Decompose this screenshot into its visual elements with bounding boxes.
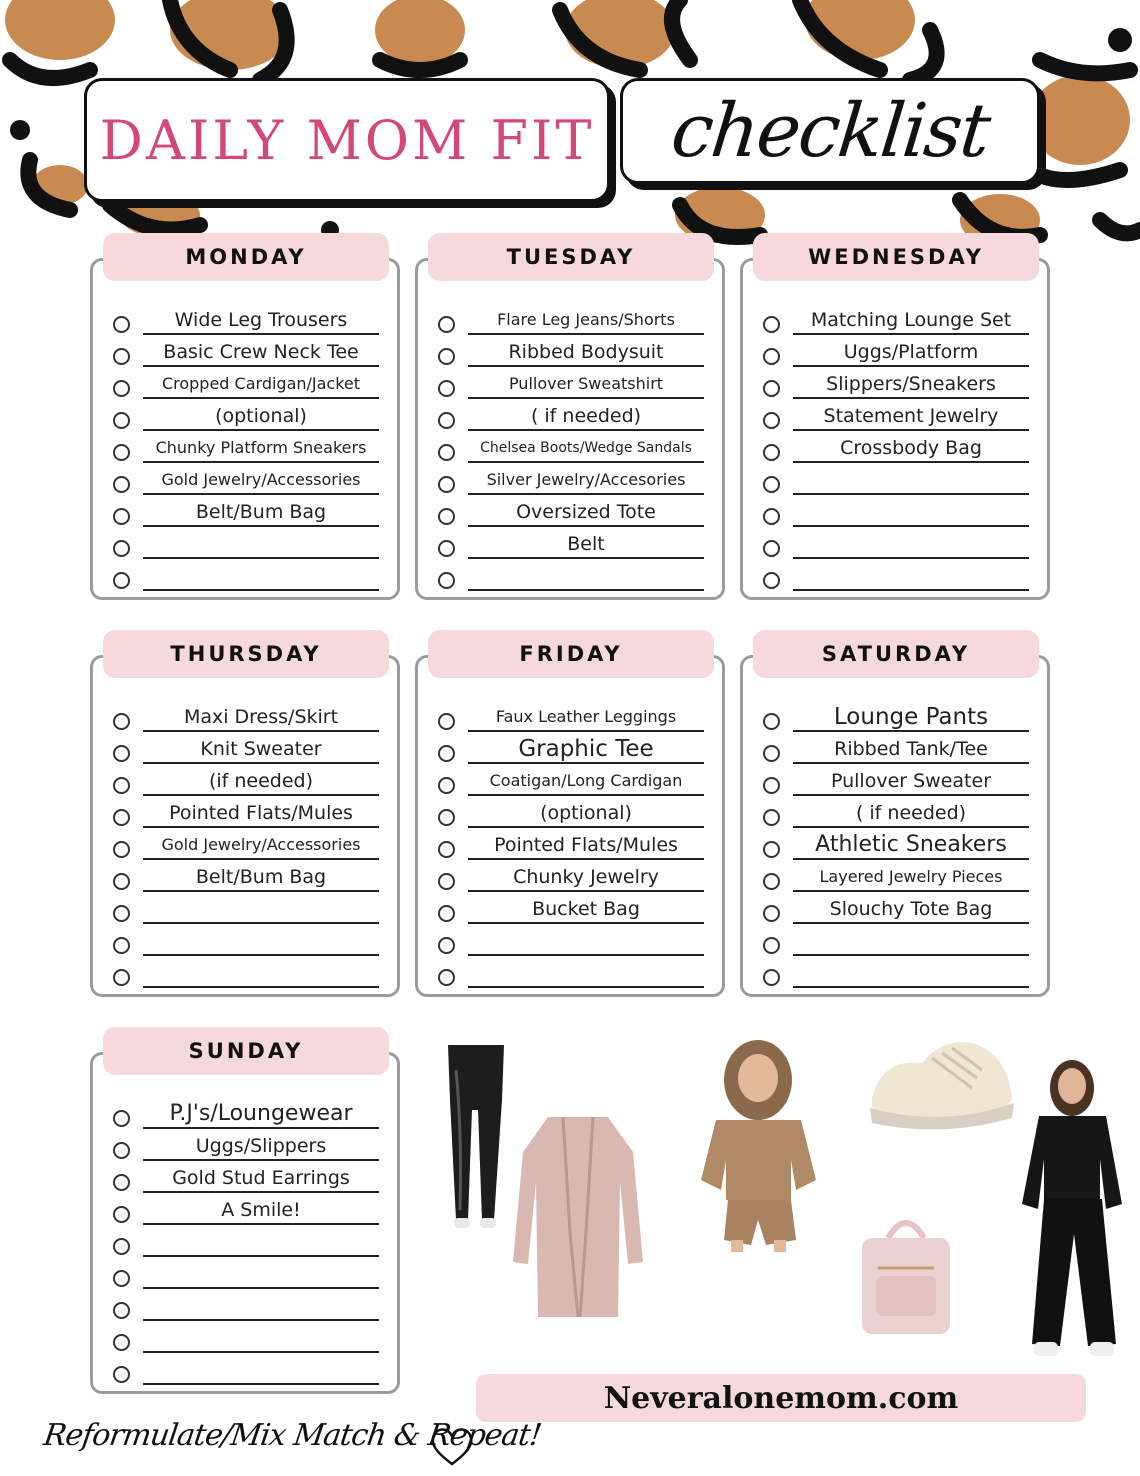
checklist-item[interactable] bbox=[113, 732, 379, 764]
checklist-item[interactable] bbox=[763, 303, 1029, 335]
checklist-item[interactable] bbox=[438, 303, 704, 335]
checklist-item[interactable] bbox=[113, 956, 379, 988]
heart-icon bbox=[428, 1422, 476, 1470]
item-text: Belt/Bum Bag bbox=[143, 497, 379, 527]
checklist-item[interactable] bbox=[113, 1321, 379, 1353]
item-text: Ribbed Bodysuit bbox=[468, 337, 704, 367]
checklist bbox=[113, 700, 379, 988]
checklist-item[interactable] bbox=[113, 1257, 379, 1289]
item-text bbox=[793, 561, 1029, 591]
checklist-item[interactable] bbox=[113, 495, 379, 527]
item-text bbox=[143, 1323, 379, 1353]
leggings-image bbox=[436, 1040, 516, 1230]
checkbox-circle[interactable] bbox=[113, 572, 130, 589]
checklist-item[interactable] bbox=[438, 796, 704, 828]
day-label: FRIDAY bbox=[428, 630, 714, 678]
item-text bbox=[143, 958, 379, 988]
item-text: Athletic Sneakers bbox=[793, 830, 1029, 860]
day-card-saturday bbox=[740, 642, 1050, 997]
tagline: Reformulate/Mix Match & Repeat! bbox=[41, 1418, 544, 1453]
checklist-item[interactable] bbox=[113, 924, 379, 956]
item-text: Pointed Flats/Mules bbox=[143, 798, 379, 828]
item-text: Belt/Bum Bag bbox=[143, 862, 379, 892]
checklist-item[interactable] bbox=[438, 700, 704, 732]
day-label: TUESDAY bbox=[428, 233, 714, 281]
checkbox-circle[interactable] bbox=[438, 412, 455, 429]
checklist-item[interactable] bbox=[438, 495, 704, 527]
checklist-item[interactable] bbox=[438, 828, 704, 860]
checkbox-circle[interactable] bbox=[113, 1238, 130, 1255]
checklist-item[interactable] bbox=[763, 860, 1029, 892]
item-text: Chunky Jewelry bbox=[468, 862, 704, 892]
item-text: ( if needed) bbox=[793, 798, 1029, 828]
checkbox-circle[interactable] bbox=[113, 1366, 130, 1383]
item-text: Gold Jewelry/Accessories bbox=[143, 830, 379, 860]
checkbox-circle[interactable] bbox=[763, 809, 780, 826]
checkbox-circle[interactable] bbox=[763, 937, 780, 954]
item-text: (optional) bbox=[468, 798, 704, 828]
checkbox-circle[interactable] bbox=[763, 745, 780, 762]
checkbox-circle[interactable] bbox=[438, 316, 455, 333]
checkbox-circle[interactable] bbox=[113, 348, 130, 365]
title-box bbox=[84, 78, 610, 202]
checklist bbox=[113, 303, 379, 591]
checkbox-circle[interactable] bbox=[438, 713, 455, 730]
checklist-item[interactable] bbox=[113, 559, 379, 591]
checklist-item[interactable] bbox=[438, 732, 704, 764]
checklist-item[interactable] bbox=[438, 367, 704, 399]
checkbox-circle[interactable] bbox=[113, 444, 130, 461]
checkbox-circle[interactable] bbox=[438, 508, 455, 525]
checklist-item[interactable] bbox=[763, 335, 1029, 367]
checklist bbox=[763, 303, 1029, 591]
item-text: Pointed Flats/Mules bbox=[468, 830, 704, 860]
checkbox-circle[interactable] bbox=[438, 745, 455, 762]
checklist-item[interactable] bbox=[113, 764, 379, 796]
checklist-item[interactable] bbox=[113, 700, 379, 732]
checkbox-circle[interactable] bbox=[113, 1206, 130, 1223]
checkbox-circle[interactable] bbox=[438, 937, 455, 954]
item-text: Chelsea Boots/Wedge Sandals bbox=[468, 433, 704, 463]
checkbox-circle[interactable] bbox=[763, 412, 780, 429]
item-text: Slouchy Tote Bag bbox=[793, 894, 1029, 924]
item-text: (optional) bbox=[143, 401, 379, 431]
checklist-item[interactable] bbox=[113, 1161, 379, 1193]
item-text: Cropped Cardigan/Jacket bbox=[143, 369, 379, 399]
item-text bbox=[468, 926, 704, 956]
item-text bbox=[143, 926, 379, 956]
checklist-item[interactable] bbox=[763, 892, 1029, 924]
item-text: Gold Stud Earrings bbox=[143, 1163, 379, 1193]
item-text bbox=[793, 958, 1029, 988]
checkbox-circle[interactable] bbox=[113, 508, 130, 525]
day-card-wednesday bbox=[740, 245, 1050, 600]
checklist-item[interactable] bbox=[438, 956, 704, 988]
item-text bbox=[143, 1355, 379, 1385]
checklist-item[interactable] bbox=[763, 764, 1029, 796]
checkbox-circle[interactable] bbox=[763, 841, 780, 858]
item-text bbox=[143, 894, 379, 924]
checkbox-circle[interactable] bbox=[763, 873, 780, 890]
checkbox-circle[interactable] bbox=[113, 1174, 130, 1191]
checkbox-circle[interactable] bbox=[438, 444, 455, 461]
checkbox-circle[interactable] bbox=[113, 713, 130, 730]
checklist-item[interactable] bbox=[113, 1225, 379, 1257]
black-lounge-set-model-image bbox=[1014, 1054, 1132, 1366]
day-label: MONDAY bbox=[103, 233, 389, 281]
checkbox-circle[interactable] bbox=[113, 540, 130, 557]
checklist-item[interactable] bbox=[113, 463, 379, 495]
checklist-item[interactable] bbox=[438, 764, 704, 796]
website-banner[interactable] bbox=[476, 1374, 1086, 1422]
checkbox-circle[interactable] bbox=[763, 969, 780, 986]
checkbox-circle[interactable] bbox=[438, 809, 455, 826]
checklist-item[interactable] bbox=[113, 1289, 379, 1321]
checklist-item[interactable] bbox=[113, 828, 379, 860]
checklist-item[interactable] bbox=[763, 828, 1029, 860]
checklist-item[interactable] bbox=[763, 399, 1029, 431]
checklist-item[interactable] bbox=[763, 796, 1029, 828]
item-text: Layered Jewelry Pieces bbox=[793, 862, 1029, 892]
item-text bbox=[143, 561, 379, 591]
item-text: A Smile! bbox=[143, 1195, 379, 1225]
checkbox-circle[interactable] bbox=[438, 841, 455, 858]
checkbox-circle[interactable] bbox=[763, 713, 780, 730]
item-text bbox=[793, 497, 1029, 527]
checklist-item[interactable] bbox=[763, 527, 1029, 559]
item-text: Uggs/Slippers bbox=[143, 1131, 379, 1161]
checkbox-circle[interactable] bbox=[113, 1110, 130, 1127]
item-text: Ribbed Tank/Tee bbox=[793, 734, 1029, 764]
checkbox-circle[interactable] bbox=[113, 1142, 130, 1159]
checkbox-circle[interactable] bbox=[113, 476, 130, 493]
checkbox-circle[interactable] bbox=[438, 348, 455, 365]
checkbox-circle[interactable] bbox=[438, 777, 455, 794]
item-text bbox=[793, 529, 1029, 559]
checkbox-circle[interactable] bbox=[438, 873, 455, 890]
item-text: ( if needed) bbox=[468, 401, 704, 431]
item-text: Slippers/Sneakers bbox=[793, 369, 1029, 399]
checklist-item[interactable] bbox=[763, 956, 1029, 988]
checkbox-circle[interactable] bbox=[113, 412, 130, 429]
checklist-item[interactable] bbox=[113, 431, 379, 463]
checkbox-circle[interactable] bbox=[113, 937, 130, 954]
item-text: Wide Leg Trousers bbox=[143, 305, 379, 335]
checkbox-circle[interactable] bbox=[763, 777, 780, 794]
checklist bbox=[438, 700, 704, 988]
day-label: WEDNESDAY bbox=[753, 233, 1039, 281]
checklist-item[interactable] bbox=[438, 559, 704, 591]
checkbox-circle[interactable] bbox=[113, 905, 130, 922]
subtitle-box bbox=[620, 78, 1040, 184]
day-card-sunday bbox=[90, 1039, 400, 1394]
day-label: SATURDAY bbox=[753, 630, 1039, 678]
page-title: DAILY MOM FIT bbox=[99, 108, 595, 172]
checkbox-circle[interactable] bbox=[438, 905, 455, 922]
day-card-thursday bbox=[90, 642, 400, 997]
checklist-item[interactable] bbox=[113, 1353, 379, 1385]
checkbox-circle[interactable] bbox=[113, 777, 130, 794]
checklist-item[interactable] bbox=[438, 892, 704, 924]
checklist bbox=[438, 303, 704, 591]
checkbox-circle[interactable] bbox=[113, 969, 130, 986]
checklist-item[interactable] bbox=[763, 367, 1029, 399]
item-text: Pullover Sweater bbox=[793, 766, 1029, 796]
checkbox-circle[interactable] bbox=[113, 380, 130, 397]
item-text bbox=[143, 529, 379, 559]
checkbox-circle[interactable] bbox=[113, 745, 130, 762]
item-text: Lounge Pants bbox=[793, 702, 1029, 732]
checkbox-circle[interactable] bbox=[763, 905, 780, 922]
checklist-item[interactable] bbox=[113, 1129, 379, 1161]
checklist bbox=[763, 700, 1029, 988]
item-text: Matching Lounge Set bbox=[793, 305, 1029, 335]
item-text: Maxi Dress/Skirt bbox=[143, 702, 379, 732]
checkbox-circle[interactable] bbox=[438, 540, 455, 557]
item-text: Oversized Tote bbox=[468, 497, 704, 527]
checkbox-circle[interactable] bbox=[113, 841, 130, 858]
checklist bbox=[113, 1097, 379, 1385]
checklist-item[interactable] bbox=[763, 732, 1029, 764]
item-text: Silver Jewelry/Accesories bbox=[468, 465, 704, 495]
checklist-item[interactable] bbox=[763, 463, 1029, 495]
item-text: Flare Leg Jeans/Shorts bbox=[468, 305, 704, 335]
item-text: Statement Jewelry bbox=[793, 401, 1029, 431]
item-text: Belt bbox=[468, 529, 704, 559]
checklist-item[interactable] bbox=[438, 463, 704, 495]
day-card-friday bbox=[415, 642, 725, 997]
checkbox-circle[interactable] bbox=[438, 572, 455, 589]
item-text bbox=[143, 1227, 379, 1257]
item-text: Pullover Sweatshirt bbox=[468, 369, 704, 399]
checklist-item[interactable] bbox=[763, 700, 1029, 732]
sneakers-image bbox=[862, 1028, 1022, 1138]
item-text: (if needed) bbox=[143, 766, 379, 796]
item-text bbox=[793, 465, 1029, 495]
checkbox-circle[interactable] bbox=[113, 316, 130, 333]
checkbox-circle[interactable] bbox=[763, 380, 780, 397]
day-card-tuesday bbox=[415, 245, 725, 600]
item-text bbox=[468, 561, 704, 591]
checklist-item[interactable] bbox=[763, 431, 1029, 463]
checkbox-circle[interactable] bbox=[113, 809, 130, 826]
item-text: Uggs/Platform bbox=[793, 337, 1029, 367]
item-text bbox=[468, 958, 704, 988]
checkbox-circle[interactable] bbox=[113, 1302, 130, 1319]
checkbox-circle[interactable] bbox=[438, 969, 455, 986]
item-text: Basic Crew Neck Tee bbox=[143, 337, 379, 367]
checkbox-circle[interactable] bbox=[438, 380, 455, 397]
checklist-item[interactable] bbox=[113, 796, 379, 828]
day-label: SUNDAY bbox=[103, 1027, 389, 1075]
item-text bbox=[143, 1259, 379, 1289]
checklist-item[interactable] bbox=[113, 335, 379, 367]
checklist-item[interactable] bbox=[113, 1097, 379, 1129]
cardigan-image bbox=[508, 1112, 648, 1322]
item-text: Graphic Tee bbox=[468, 734, 704, 764]
item-text: Faux Leather Leggings bbox=[468, 702, 704, 732]
checklist-item[interactable] bbox=[763, 495, 1029, 527]
checkbox-circle[interactable] bbox=[763, 540, 780, 557]
checklist-item[interactable] bbox=[763, 559, 1029, 591]
item-text: Gold Jewelry/Accessories bbox=[143, 465, 379, 495]
page-subtitle: checklist bbox=[667, 88, 993, 174]
checklist-item[interactable] bbox=[438, 924, 704, 956]
checklist-item[interactable] bbox=[113, 367, 379, 399]
checklist-item[interactable] bbox=[113, 399, 379, 431]
checkbox-circle[interactable] bbox=[763, 508, 780, 525]
checklist-item[interactable] bbox=[113, 860, 379, 892]
item-text: Crossbody Bag bbox=[793, 433, 1029, 463]
checkbox-circle[interactable] bbox=[438, 476, 455, 493]
checkbox-circle[interactable] bbox=[763, 444, 780, 461]
checkbox-circle[interactable] bbox=[113, 1270, 130, 1287]
day-card-monday bbox=[90, 245, 400, 600]
checklist-item[interactable] bbox=[763, 924, 1029, 956]
checkbox-circle[interactable] bbox=[763, 476, 780, 493]
item-text: P.J's/Loungewear bbox=[143, 1099, 379, 1129]
backpack-image bbox=[856, 1216, 956, 1338]
item-text: Knit Sweater bbox=[143, 734, 379, 764]
checkbox-circle[interactable] bbox=[763, 572, 780, 589]
checklist-item[interactable] bbox=[113, 1193, 379, 1225]
item-text: Bucket Bag bbox=[468, 894, 704, 924]
checklist-item[interactable] bbox=[438, 335, 704, 367]
checkbox-circle[interactable] bbox=[763, 316, 780, 333]
checklist-item[interactable] bbox=[113, 892, 379, 924]
checklist-item[interactable] bbox=[438, 431, 704, 463]
checkbox-circle[interactable] bbox=[113, 1334, 130, 1351]
checklist-item[interactable] bbox=[438, 399, 704, 431]
checklist-item[interactable] bbox=[113, 527, 379, 559]
checklist-item[interactable] bbox=[438, 527, 704, 559]
item-text: Chunky Platform Sneakers bbox=[143, 433, 379, 463]
website-link[interactable]: Neveralonemom.com bbox=[603, 1380, 959, 1416]
checkbox-circle[interactable] bbox=[763, 348, 780, 365]
item-text bbox=[143, 1291, 379, 1321]
checklist-item[interactable] bbox=[438, 860, 704, 892]
day-label: THURSDAY bbox=[103, 630, 389, 678]
item-text bbox=[793, 926, 1029, 956]
lounge-set-model-image bbox=[696, 1040, 826, 1255]
checkbox-circle[interactable] bbox=[113, 873, 130, 890]
checklist-item[interactable] bbox=[113, 303, 379, 335]
item-text: Coatigan/Long Cardigan bbox=[468, 766, 704, 796]
